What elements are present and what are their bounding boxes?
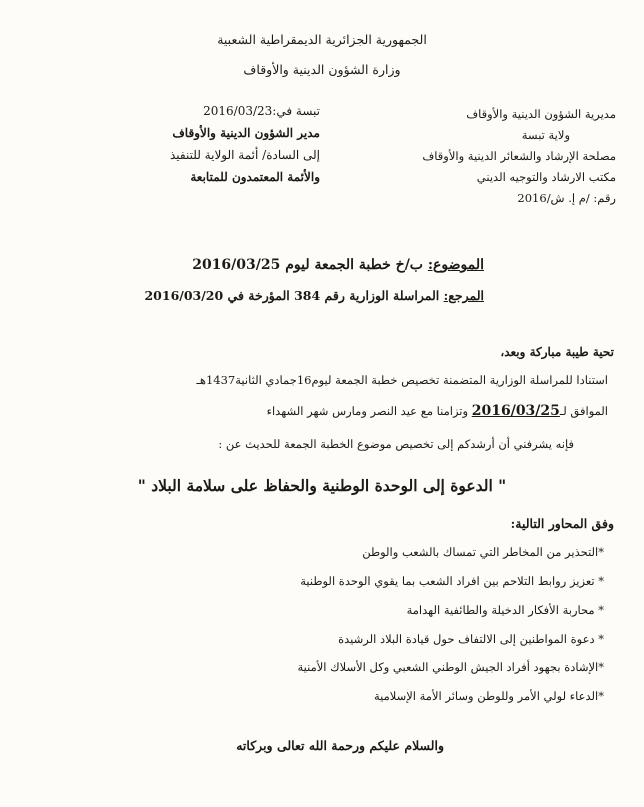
ministry-header: وزارة الشؤون الدينية والأوقاف <box>243 62 401 77</box>
sender-block <box>336 104 616 209</box>
axis-item: * دعوة المواطنين إلى الالتفاف حول قيادة البلاد الرشيدة <box>338 632 604 646</box>
subject-line <box>140 257 484 273</box>
sender-office: مكتب الارشاد والتوجيه الديني <box>476 170 616 184</box>
greeting: تحية طيبة مباركة وبعد، <box>500 345 614 359</box>
signatory-title: مدير الشؤون الدينية والأوقاف <box>172 126 320 140</box>
reference-label: المرجع: <box>443 288 484 303</box>
sender-wilaya: ولاية تبسة <box>521 128 570 142</box>
recipient-cc: والأئمة المعتمدون للمتابعة <box>190 170 320 184</box>
closing-salutation: والسلام عليكم ورحمة الله تعالى وبركاته <box>236 738 444 753</box>
sender-directorate: مديرية الشؤون الدينية والأوقاف <box>466 107 616 121</box>
body-line-3: فإنه يشرفني أن أرشدكم إلى تخصيص موضوع الخطبة الجمعة للحديث عن : <box>218 437 574 451</box>
axes-title: وفق المحاور التالية: <box>510 516 614 531</box>
body-line-2-prefix: الموافق لـ <box>559 404 608 418</box>
body-line-2 <box>267 403 608 419</box>
reference-text: المراسلة الوزارية رقم 384 المؤرخة في 2016/03/20 <box>144 288 440 303</box>
sermon-theme: " الدعوة إلى الوحدة الوطنية والحفاظ على سلامة البلاد " <box>137 476 507 495</box>
recipient-block <box>60 100 320 188</box>
republic-header: الجمهورية الجزائرية الديمقراطية الشعبية <box>217 32 427 47</box>
axis-item: *التحذير من المخاطر التي تمساك بالشعب والوطن <box>362 545 604 559</box>
axis-item: * تعزيز روابط التلاحم بين افراد الشعب بما يقوي الوحدة الوطنية <box>300 574 604 588</box>
recipient-to: إلى السادة/ أئمة الولاية للتنفيذ <box>170 148 320 162</box>
place-date: تبسة في:2016/03/23 <box>203 104 320 118</box>
body-line-1: استنادا للمراسلة الوزارية المتضمنة تخصيص خطبة الجمعة ليوم16جمادي الثانية1437هـ <box>196 373 608 387</box>
body-line-2-suffix: وتزامنا مع عيد النصر ومارس شهر الشهداء <box>266 404 469 418</box>
body-line-2-date: 2016/03/25 <box>471 403 560 419</box>
axis-item: *الدعاء لولي الأمر وللوطن وسائر الأمة الإسلامية <box>373 689 604 703</box>
subject-text: ب/خ خطبة الجمعة ليوم 2016/03/25 <box>192 257 423 273</box>
axis-item: *الإشادة بجهود أفراد الجيش الوطني الشعبي وكل الأسلاك الأمنية <box>297 660 604 674</box>
sender-service: مصلحة الإرشاد والشعائر الدينية والأوقاف <box>422 149 616 163</box>
sender-reference: رقم: /م إ. ش/2016 <box>517 191 616 205</box>
subject-label: الموضوع: <box>427 257 484 273</box>
reference-line <box>130 288 484 303</box>
axis-item: * محاربة الأفكار الدخيلة والطائفية الهدامة <box>406 603 604 617</box>
